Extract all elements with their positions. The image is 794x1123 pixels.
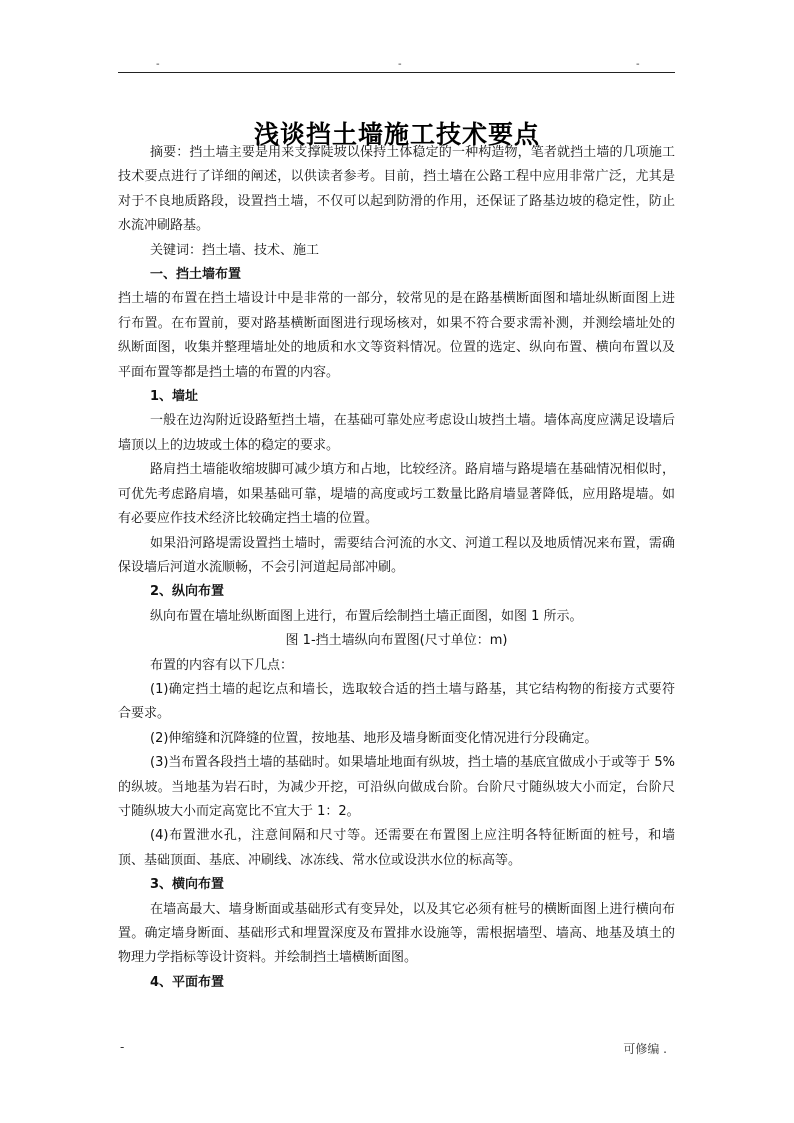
keywords-line: 关键词：挡土墙、技术、施工 (150, 242, 320, 258)
paragraph-site-2: 路肩挡土墙能收缩坡脚可减少填方和占地，比较经济。路肩墙与路堤墙在基础情况相似时，可优先考虑路肩墙，如果基础可靠，堤墙的高度或圬工数量比路肩墙显著降低，应用路堤墙。如有必要应作技术经济比较确定挡土墙的位置。 (118, 462, 675, 527)
list-item-3: (3)当布置各段挡土墙的基础时。如果墙址地面有纵坡，挡土墙的基底宜做成小于或等于 5%的纵坡。当地基为岩石时，为减少开挖，可沿纵向做成台阶。台阶尺寸随纵坡大小而定，台阶尺寸随纵坡大小而定高宽比不宜大于 1：2。 (118, 755, 675, 819)
paragraph-layout-intro: 挡土墙的布置在挡土墙设计中是非常的一部分，较常见的是在路基横断面图和墙址纵断面图上进行布置。在布置前，要对路基横断面图进行现场核对，如果不符合要求需补测，并测绘墙址处的纵断面图，收集并整理墙址处的地质和水文等资料情况。位置的选定、纵向布置、横向布置以及平面布置等都是挡土墙的布置的内容。 (118, 291, 675, 380)
page-footer (118, 1040, 675, 1056)
subsection-heading-site: 1、墙址 (150, 389, 199, 405)
paragraph-longitudinal-2: 布置的内容有以下几点： (150, 657, 294, 673)
figure-caption: 图 1-挡土墙纵向布置图(尺寸单位：m) (285, 633, 508, 649)
header-left-mark: - (156, 59, 160, 70)
paragraph-site-3: 如果沿河路堤需设置挡土墙时，需要结合河流的水文、河道工程以及地质情况来布置，需确保设墙后河道水流顺畅，不会引河道起局部冲刷。 (118, 535, 675, 575)
list-item-2: (2)伸缩缝和沉降缝的位置，按地基、地形及墙身断面变化情况进行分段确定。 (150, 730, 598, 746)
paragraph-site-1: 一般在边沟附近设路堑挡土墙，在基础可靠处应考虑设山坡挡土墙。墙体高度应满足设墙后墙顶以上的边坡或土体的稳定的要求。 (118, 413, 675, 453)
paragraph-transverse-1: 在墙高最大、墙身断面或基础形式有变异处，以及其它必须有桩号的横断面图上进行横向布置。确定墙身断面、基础形式和埋置深度及布置排水设施等，需根据墙型、墙高、地基及填土的物理力学指标等设计资料。并绘制挡土墙横断面图。 (118, 901, 675, 966)
document-title: 浅谈挡土墙施工技术要点 (253, 119, 540, 149)
list-item-4: (4)布置泄水孔，注意间隔和尺寸等。还需要在布置图上应注明各特征断面的桩号，和墙顶、基础顶面、基底、冲刷线、冰冻线、常水位或设洪水位的标高等。 (118, 828, 675, 868)
footer-left-mark: - (120, 1040, 125, 1054)
subsection-heading-longitudinal: 2、纵向布置 (150, 584, 225, 600)
header-center-mark: - (398, 59, 402, 70)
section-heading-layout: 一、挡土墙布置 (150, 267, 242, 283)
footer-editable-note: 可修编 . (623, 1042, 667, 1056)
abstract-paragraph: 摘要：挡土墙主要是用来支撑陡坡以保持土体稳定的一种构造物，笔者就挡土墙的几项施工技术要点进行了详细的阐述，以供读者参考。目前，挡土墙在公路工程中应用非常广泛，尤其是对于不良地质路段，设置挡土墙，不仅可以起到防滑的作用，还保证了路基边坡的稳定性，防止水流冲刷路基。 (118, 145, 675, 234)
paragraph-longitudinal-1: 纵向布置在墙址纵断面图上进行，布置后绘制挡土墙正面图，如图 1 所示。 (150, 608, 583, 624)
document-body (118, 141, 675, 995)
header-right-mark: - (636, 59, 640, 70)
subsection-heading-plan: 4、平面布置 (150, 974, 225, 990)
subsection-heading-transverse: 3、横向布置 (150, 877, 225, 893)
list-item-1: (1)确定挡土墙的起讫点和墙长，选取较合适的挡土墙与路基，其它结构物的衔接方式要符合要求。 (118, 681, 675, 722)
page-header (118, 58, 675, 73)
